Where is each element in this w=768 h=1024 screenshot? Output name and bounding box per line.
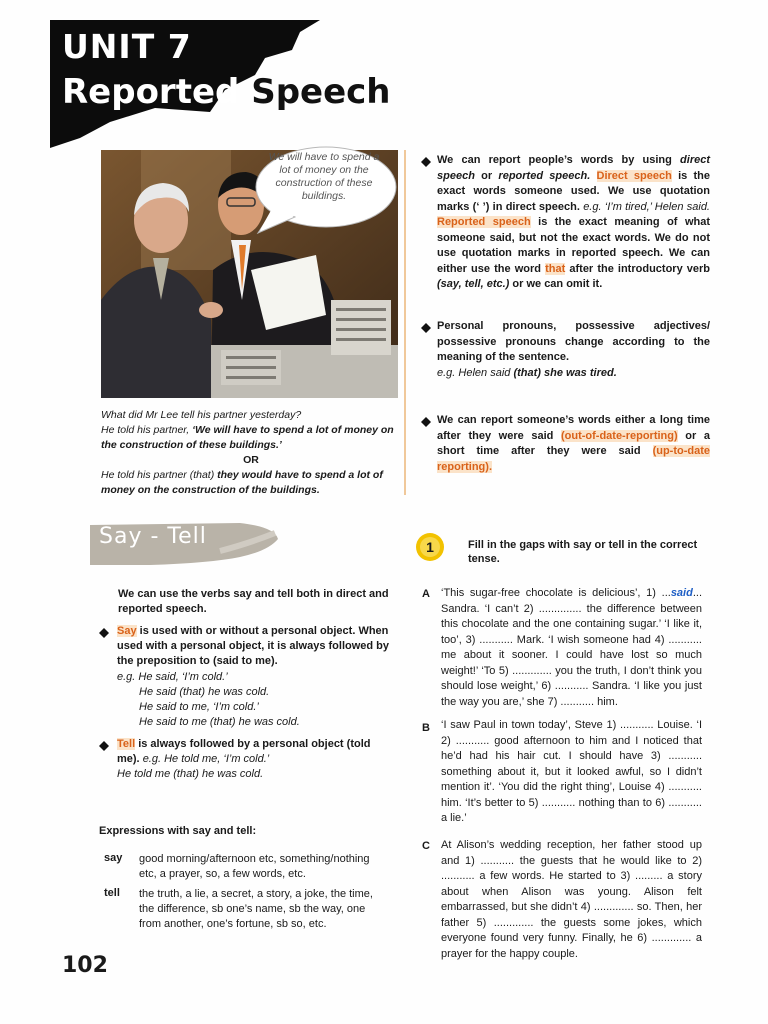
exercise-label-b: B bbox=[422, 722, 430, 734]
handwritten-answer: said bbox=[670, 587, 693, 599]
caption-question: What did Mr Lee tell his partner yesterday? bbox=[101, 409, 302, 421]
say-example-3: He said to me, ‘I’m cold.’ bbox=[139, 701, 259, 713]
say-example-1: e.g. He said, ‘I’m cold.’ bbox=[117, 671, 228, 683]
say-tell-heading: Say - Tell bbox=[99, 524, 207, 549]
say-example-4: He said to me (that) he was cold. bbox=[139, 716, 300, 728]
rule-reporting-time: We can report someone’s words either a long time after they were said (out-of-date-reporting) or a short time after they were said (up-to-date reporting). bbox=[437, 414, 710, 473]
rule-direct-reported: We can report people’s words by using direct speech or reported speech. Direct speech is the exact words someone used. We use quotation marks (‘ ’) in direct speech. e.g. ‘I’m tired,’ Helen said. Reported speech is the exact meaning of what someone said, but not the exact words. We do not use quotation marks in reported speech. We can either use the word that after the introductory verb (say, tell, etc.) or we can omit it. bbox=[437, 154, 711, 290]
exercise-paragraph-c: At Alison’s wedding reception, her father stood up and 1) ........... the guests that he would like to 2) ........... a few words. He started to 3) ......... a story about when Alison was young. Alison felt embarrassed, but she didn’t 4) ............. so. Then, her father 5) ............. the guests some jokes, which everyone found very funny. Finally, he 6) ............. a prayer for the happy couple. bbox=[441, 839, 702, 960]
caption-reported: He told his partner (that) they would have to spend a lot of money on the construction of the buildings. bbox=[101, 469, 383, 496]
diamond-bullet-icon bbox=[421, 323, 431, 333]
expression-value-tell: the truth, a lie, a secret, a story, a joke, the time, the difference, sb one’s name, sb the way, one from another, one’s fortune, sb so, etc. bbox=[139, 888, 373, 930]
diamond-bullet-icon bbox=[99, 741, 109, 751]
speech-bubble-text: We will have to spend a lot of money on the construction of these buildings. bbox=[268, 151, 380, 202]
expression-key-tell: tell bbox=[104, 887, 120, 899]
photo-caption bbox=[101, 408, 401, 498]
exercise-label-a: A bbox=[422, 588, 430, 600]
column-divider bbox=[404, 150, 406, 495]
caption-direct: He told his partner, ‘We will have to spend a lot of money on the construction of these buildings.’ bbox=[101, 424, 394, 451]
rule-pronouns: Personal pronouns, possessive adjectives/ possessive pronouns change according to the meaning of the sentence. e.g. Helen said (that) she was tired. bbox=[437, 320, 710, 379]
say-tell-intro: We can use the verbs say and tell both in direct and reported speech. bbox=[118, 588, 389, 615]
unit-title: Reported Speech bbox=[62, 72, 391, 112]
say-rule: Say is used with or without a personal object. When used with a personal object, it is always followed by the preposition to (said to me). bbox=[117, 625, 390, 667]
exercise-paragraph-a: ‘This sugar-free chocolate is delicious’, 1) ...said... Sandra. ‘I can’t 2) .............. the difference between this chocolate and the one containing sugar.’ ‘I like it, too’, 3) ........... Mark. ‘I wish someone had 4) ........... me about it sooner. I could have lost so much weight!’ ‘To 5) ............. you the truth, I don’t think you should lose weight,’ 6) ........... Sandra. ‘I like you just the way you are,’ she 7) ........... him. bbox=[441, 587, 702, 708]
diamond-bullet-icon bbox=[99, 628, 109, 638]
diamond-bullet-icon bbox=[421, 417, 431, 427]
exercise-label-c: C bbox=[422, 840, 430, 852]
tell-example-2: He told me (that) he was cold. bbox=[117, 768, 264, 780]
exercise-number: 1 bbox=[426, 539, 434, 555]
expressions-title: Expressions with say and tell: bbox=[99, 825, 257, 837]
say-example-2: He said (that) he was cold. bbox=[139, 686, 270, 698]
exercise-paragraph-b: ‘I saw Paul in town today’, Steve 1) ........... Louise. ‘I 2) ........... good afternoon to him and I noticed that he’d had his hair cut. I should have 3) ........... something about it, but it looked awful, so I didn’t mention it’. ‘You did the right thing’, Louise 4) ........... him. ‘It’s better to 5) ........... nothing than to 6) ........... a lie.’ bbox=[441, 719, 702, 824]
unit-number: UNIT 7 bbox=[62, 27, 192, 66]
diamond-bullet-icon bbox=[421, 157, 431, 167]
caption-or: OR bbox=[243, 454, 259, 466]
expression-value-say: good morning/afternoon etc, something/nothing etc, a prayer, so, a few words, etc. bbox=[139, 853, 370, 880]
exercise-instruction: Fill in the gaps with say or tell in the correct tense. bbox=[468, 539, 698, 565]
expression-key-say: say bbox=[104, 852, 123, 864]
page-number: 102 bbox=[62, 953, 108, 978]
tell-rule: Tell is always followed by a personal object (told me). e.g. He told me, ‘I’m cold.’ bbox=[117, 738, 371, 765]
